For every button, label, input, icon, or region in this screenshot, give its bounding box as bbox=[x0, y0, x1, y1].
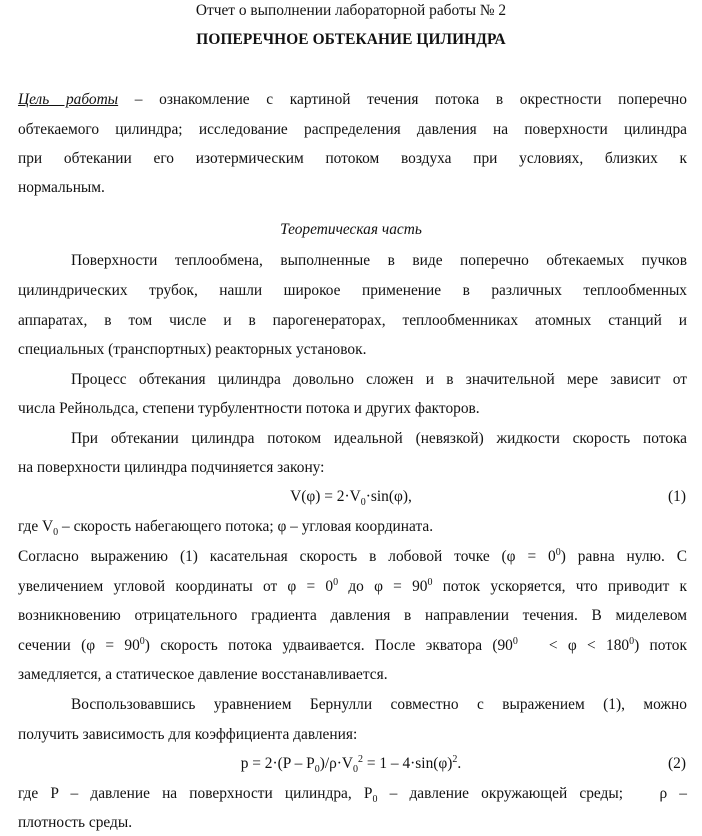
equation-1-number: (1) bbox=[668, 488, 686, 505]
goal-line-3: при обтекании его изотермическим потоком воздуха при условиях, близких к bbox=[18, 150, 687, 167]
equation-1: $V(\varphi) = 2\cdot V_0\cdot\sin(\varphi)$, bbox=[290, 488, 412, 509]
where-2-line-1: где P – давление на поверхности цилиндра, $P_0$ – давление окружающей среды; ρ – bbox=[18, 785, 687, 806]
equation-2-number: (2) bbox=[668, 755, 686, 772]
theory-p4-line-3: возникновению отрицательного градиента давления в направлении течения. В миделевом bbox=[18, 607, 687, 624]
goal-line-1: Цель работы – ознакомление с картиной течения потока в окрестности поперечно bbox=[18, 91, 687, 108]
goal-line-4: нормальным. bbox=[18, 179, 105, 196]
goal-label: Цель работы bbox=[18, 91, 119, 108]
report-subtitle: ПОПЕРЕЧНОЕ ОБТЕКАНИЕ ЦИЛИНДРА bbox=[196, 31, 506, 48]
theory-p4-line-1: Согласно выражению (1) касательная скорость в лобовой точке $(\varphi = 0^0)$ равна нулю. С bbox=[18, 546, 688, 565]
theory-p1-line-4: специальных (транспортных) реакторных установок. bbox=[18, 341, 367, 358]
report-title: Отчет о выполнении лабораторной работы № 2 bbox=[195, 2, 507, 19]
theory-p1-line-2: цилиндрических трубок, нашли широкое применение в различных теплообменных bbox=[18, 282, 687, 299]
theory-heading: Теоретическая часть bbox=[280, 221, 422, 238]
theory-p1-line-3: аппаратах, в том числе и в парогенераторах, теплообменниках атомных станций и bbox=[18, 312, 687, 329]
theory-p2-line-2: числа Рейнольдса, степени турбулентности потока и других факторов. bbox=[18, 400, 480, 417]
theory-p1-line-1: Поверхности теплообмена, выполненные в виде поперечно обтекаемых пучков bbox=[71, 252, 687, 269]
theory-p5-line-2: получить зависимость для коэффициента давления: bbox=[18, 726, 358, 743]
equation-2: $p = 2\cdot(P - P_0)/\rho\cdot V_0^2 = 1 - 4\cdot\sin(\varphi)^2$. bbox=[240, 753, 462, 776]
theory-p2-line-1: Процесс обтекания цилиндра довольно сложен и в значительной мере зависит от bbox=[71, 371, 687, 388]
theory-p3-line-2: на поверхности цилиндра подчиняется закону: bbox=[18, 459, 325, 476]
theory-p4-line-5: замедляется, а статическое давление восстанавливается. bbox=[18, 666, 388, 683]
theory-p3-line-1: При обтекании цилиндра потоком идеальной (невязкой) жидкости скорость потока bbox=[71, 430, 687, 447]
theory-p4-line-2: увеличением угловой координаты от $\varphi = 0^0$ до $\varphi = 90^0$ поток ускоряется, что приводит к bbox=[18, 576, 687, 595]
goal-line-2: обтекаемого цилиндра; исследование распределения давления на поверхности цилиндра bbox=[18, 121, 687, 138]
theory-p5-line-1: Воспользовавшись уравнением Бернулли совместно с выражением (1), можно bbox=[71, 696, 687, 713]
where-2-line-2: плотность среды. bbox=[18, 814, 133, 831]
where-1: где $V_0$ – скорость набегающего потока; φ – угловая координата. bbox=[18, 518, 434, 539]
theory-p4-line-4: сечении $(\varphi = 90^0)$ скорость потока удваивается. После экватора $(90^0 < \varphi < 180^0)$ поток bbox=[18, 635, 687, 654]
